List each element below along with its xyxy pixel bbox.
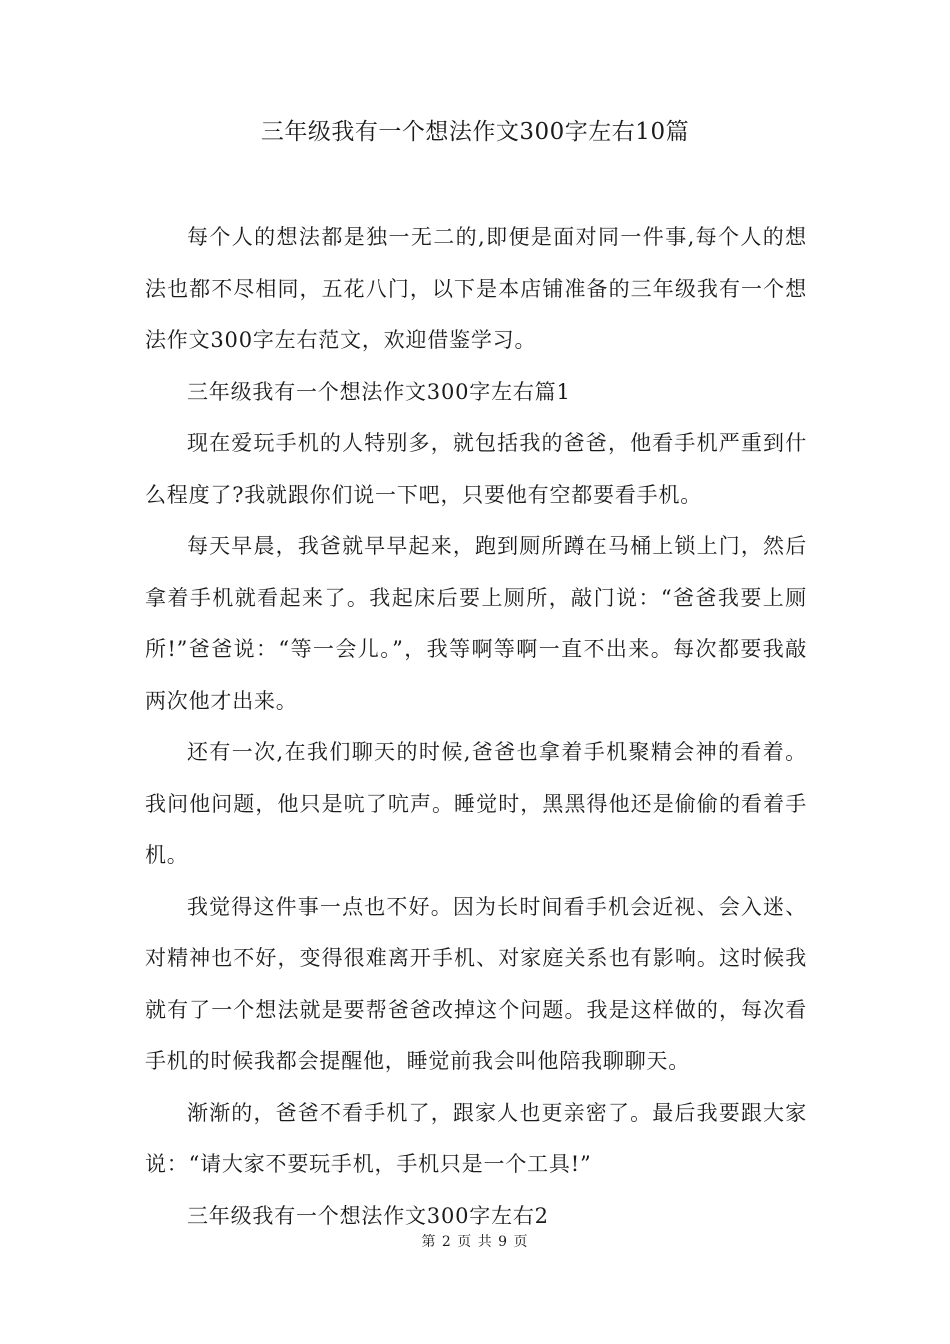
body-paragraph: 每天早晨，我爸就早早起来，跑到厕所蹲在马桶上锁上门，然后拿着手机就看起来了。我起床后要上厕所，敲门说：“爸爸我要上厕所!”爸爸说：“等一会儿。”，我等啊等啊一直不出来。每次都要我敲两次他才出来。 — [145, 534, 807, 713]
section-heading-2: 三年级我有一个想法作文300字左右2 — [187, 1203, 549, 1228]
intro-paragraph: 每个人的想法都是独一无二的,即便是面对同一件事,每个人的想法也都不尽相同，五花八门，以下是本店铺准备的三年级我有一个想法作文300字左右范文，欢迎借鉴学习。 — [145, 225, 807, 352]
page-number-footer: 第 2 页 共 9 页 — [421, 1234, 529, 1250]
document-body — [145, 212, 807, 1242]
body-paragraph: 渐渐的，爸爸不看手机了，跟家人也更亲密了。最后我要跟大家说：“请大家不要玩手机，手机只是一个工具!” — [145, 1100, 807, 1176]
body-paragraph: 现在爱玩手机的人特别多，就包括我的爸爸，他看手机严重到什么程度了?我就跟你们说一下吧，只要他有空都要看手机。 — [145, 431, 807, 507]
body-paragraph: 还有一次,在我们聊天的时候,爸爸也拿着手机聚精会神的看着。我问他问题，他只是吭了吭声。睡觉时，黑黑得他还是偷偷的看着手机。 — [145, 740, 807, 867]
document-title: 三年级我有一个想法作文300字左右10篇 — [260, 119, 690, 145]
section-heading-1: 三年级我有一个想法作文300字左右篇1 — [187, 379, 571, 404]
body-paragraph: 我觉得这件事一点也不好。因为长时间看手机会近视、会入迷、对精神也不好，变得很难离开手机、对家庭关系也有影响。这时候我就有了一个想法就是要帮爸爸改掉这个问题。我是这样做的，每次看手机的时候我都会提醒他，睡觉前我会叫他陪我聊聊天。 — [145, 894, 807, 1073]
